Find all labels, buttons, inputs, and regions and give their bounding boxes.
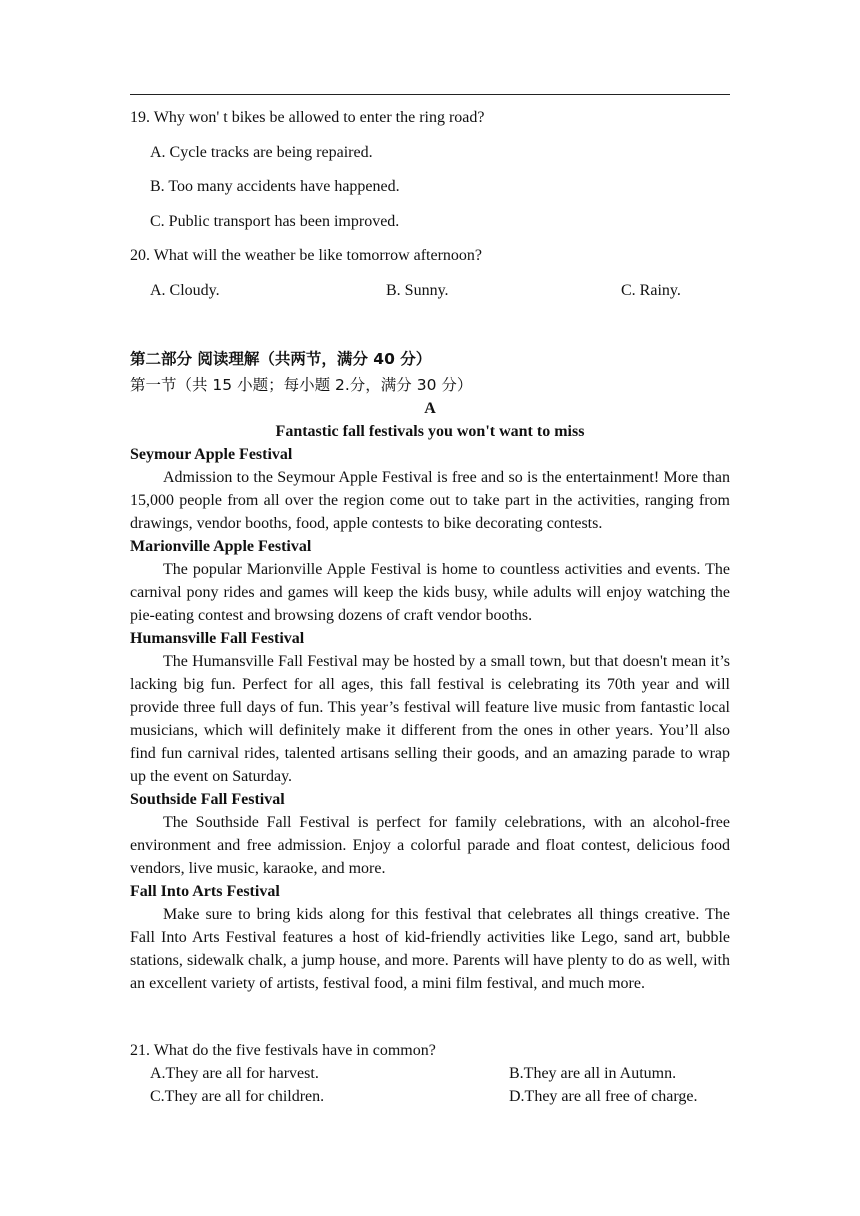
festival-text-marionville: The popular Marionville Apple Festival is home to countless activities and events. The carnival pony rides and games will keep the kids busy, while adults will enjoy watching the pie-eating contest and browsing dozens of craft vendor booths. <box>130 561 730 624</box>
passage-letter: A <box>424 400 436 417</box>
festival-heading-humansville: Humansville Fall Festival <box>130 630 305 647</box>
q19-option-c: C. Public transport has been improved. <box>150 213 400 230</box>
festival-text-fall-into-arts: Make sure to bring kids along for this festival that celebrates all things creative. The Fall Into Arts Festival features a host of kid-friendly activities like Lego, sand art, bubble stations, sidewalk chalk, a jump house, and more. Parents will have plenty to do as well, with an excellent variety of artists, festival food, a mini film festival, and much more. <box>130 906 730 992</box>
passage-title: Fantastic fall festivals you won't want to miss <box>275 423 585 440</box>
passage-body <box>130 443 730 995</box>
festival-heading-fall-into-arts: Fall Into Arts Festival <box>130 883 280 900</box>
header-rule <box>130 94 730 95</box>
q21-option-a: A.They are all for harvest. <box>150 1065 319 1082</box>
festival-text-humansville: The Humansville Fall Festival may be hosted by a small town, but that doesn't mean it’s lacking big fun. Perfect for all ages, this fall festival is celebrating its 70th year and will provide three full days of fun. This year’s festival will feature live music from fantastic local musicians, which will definitely make it different from the ones in other years. You’ll also find fun carnival rides, talented artisans selling their goods, and an amazing parade to wrap up the event on Saturday. <box>130 653 730 785</box>
q21-option-d: D.They are all free of charge. <box>509 1088 698 1105</box>
q20-option-a: A. Cloudy. <box>150 282 220 299</box>
q19-option-b: B. Too many accidents have happened. <box>150 178 400 195</box>
festival-heading-seymour: Seymour Apple Festival <box>130 446 293 463</box>
festival-heading-southside: Southside Fall Festival <box>130 791 285 808</box>
q19-option-a: A. Cycle tracks are being repaired. <box>150 144 373 161</box>
festival-heading-marionville: Marionville Apple Festival <box>130 538 312 555</box>
q21-option-b: B.They are all in Autumn. <box>509 1065 677 1082</box>
q20-option-b: B. Sunny. <box>386 282 449 299</box>
question-20: 20. What will the weather be like tomorrow afternoon? <box>130 247 483 264</box>
section-title: 第一节（共 15 小题；每小题 2.分，满分 30 分） <box>130 376 473 394</box>
festival-text-southside: The Southside Fall Festival is perfect for family celebrations, with an alcohol-free environment and free admission. Enjoy a colorful parade and float contest, delicious food vendors, live music, karaoke, and more. <box>130 814 730 877</box>
question-19: 19. Why won' t bikes be allowed to enter the ring road? <box>130 109 485 126</box>
festival-text-seymour: Admission to the Seymour Apple Festival is free and so is the entertainment! More than 15,000 people from all over the region come out to take part in the activities, ranging from drawings, vendor booths, food, apple contests to bike decorating contests. <box>130 469 730 532</box>
question-21: 21. What do the five festivals have in common? <box>130 1042 436 1059</box>
q21-option-c: C.They are all for children. <box>150 1088 325 1105</box>
part-title: 第二部分 阅读理解（共两节，满分 40 分） <box>130 350 432 368</box>
q20-option-c: C. Rainy. <box>621 282 681 299</box>
